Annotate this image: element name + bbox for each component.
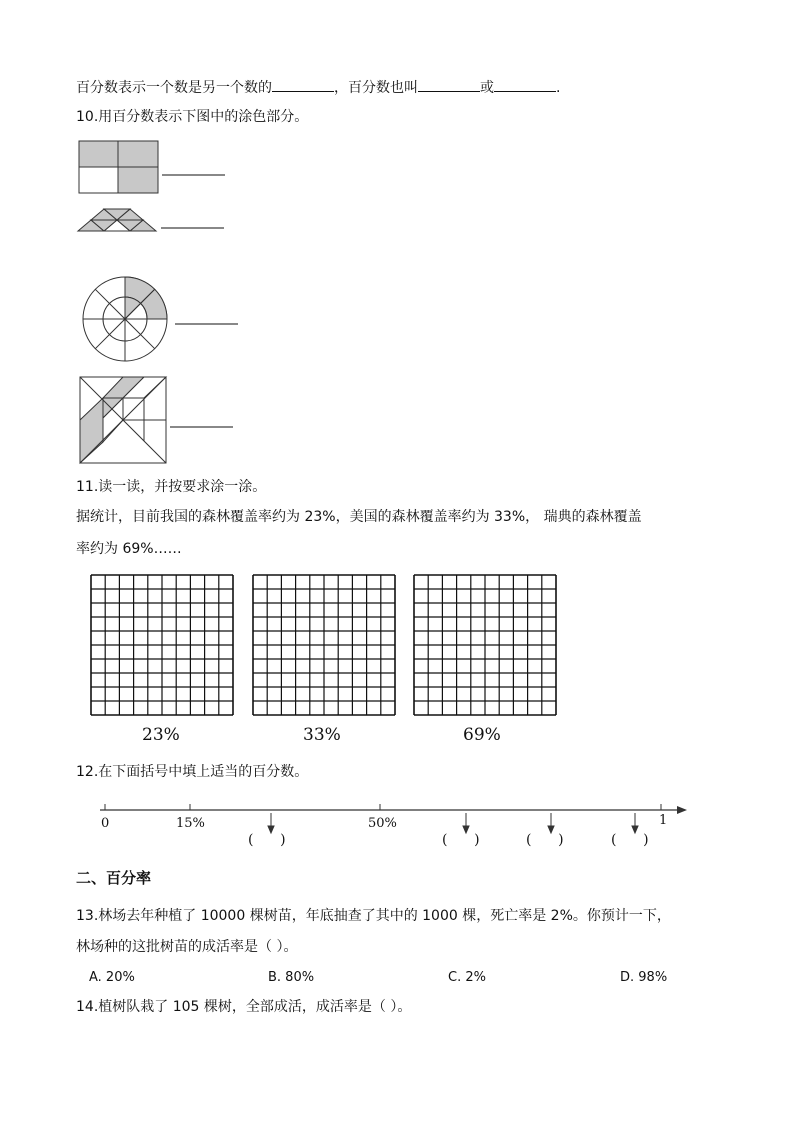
q9-end: . [556,80,561,96]
q14-text: 14.植树队栽了 105 棵树，全部成活，成活率是（ ）。 [76,999,412,1015]
q12-paren-2[interactable]: ( ) [442,832,480,848]
q10-figure-circle [78,277,240,363]
q11-title: 11.读一读，并按要求涂一涂。 [76,479,267,495]
q9-text-a: 百分数表示一个数是另一个数的 [76,80,272,96]
q11-line2: 率约为 69%…… [76,541,182,557]
q12-label-0: 0 [101,816,110,831]
q9-text-c: 或 [480,80,494,96]
section-2-title: 二、百分率 [76,869,152,887]
q9-line [76,77,560,97]
q10-figure-square [79,141,229,197]
q12-label-1: 1 [659,813,668,828]
q13-line2: 林场种的这批树苗的成活率是（ ）。 [76,939,298,955]
q12-label-50: 50% [368,816,397,831]
q11-grid-label-2: 33% [303,725,341,745]
q13-option-a[interactable]: A. 20% [89,970,135,985]
q9-text-b: ，百分数也叫 [334,80,418,96]
q12-paren-3[interactable]: ( ) [526,832,564,848]
q13-option-d[interactable]: D. 98% [620,970,668,985]
q11-line1: 据统计，目前我国的森林覆盖率约为 23%，美国的森林覆盖率约为 33%， 瑞典的森林覆盖 [76,509,642,525]
q11-grid-label-1: 23% [142,725,180,745]
q10-title: 10.用百分数表示下图中的涂色部分。 [76,109,309,125]
q11-grid-1[interactable] [90,574,234,716]
q9-blank-1[interactable] [272,77,334,92]
q9-blank-3[interactable] [494,77,556,92]
q12-title: 12.在下面括号中填上适当的百分数。 [76,764,309,780]
q10-figure-tangram [80,377,236,463]
q11-grid-label-3: 69% [463,725,501,745]
q9-blank-2[interactable] [418,77,480,92]
q12-paren-4[interactable]: ( ) [611,832,649,848]
q12-paren-1[interactable]: ( ) [248,832,286,848]
q13-option-b[interactable]: B. 80% [268,970,315,985]
q11-grid-2[interactable] [252,574,396,716]
q13-option-c[interactable]: C. 2% [448,970,486,985]
q12-label-15: 15% [176,816,205,831]
q10-figure-trapezoid [78,209,228,235]
q13-line1: 13.林场去年种植了 10000 棵树苗，年底抽查了其中的 1000 棵，死亡率是 2%。你预计一下， [76,908,671,924]
q11-grid-3[interactable] [413,574,557,716]
